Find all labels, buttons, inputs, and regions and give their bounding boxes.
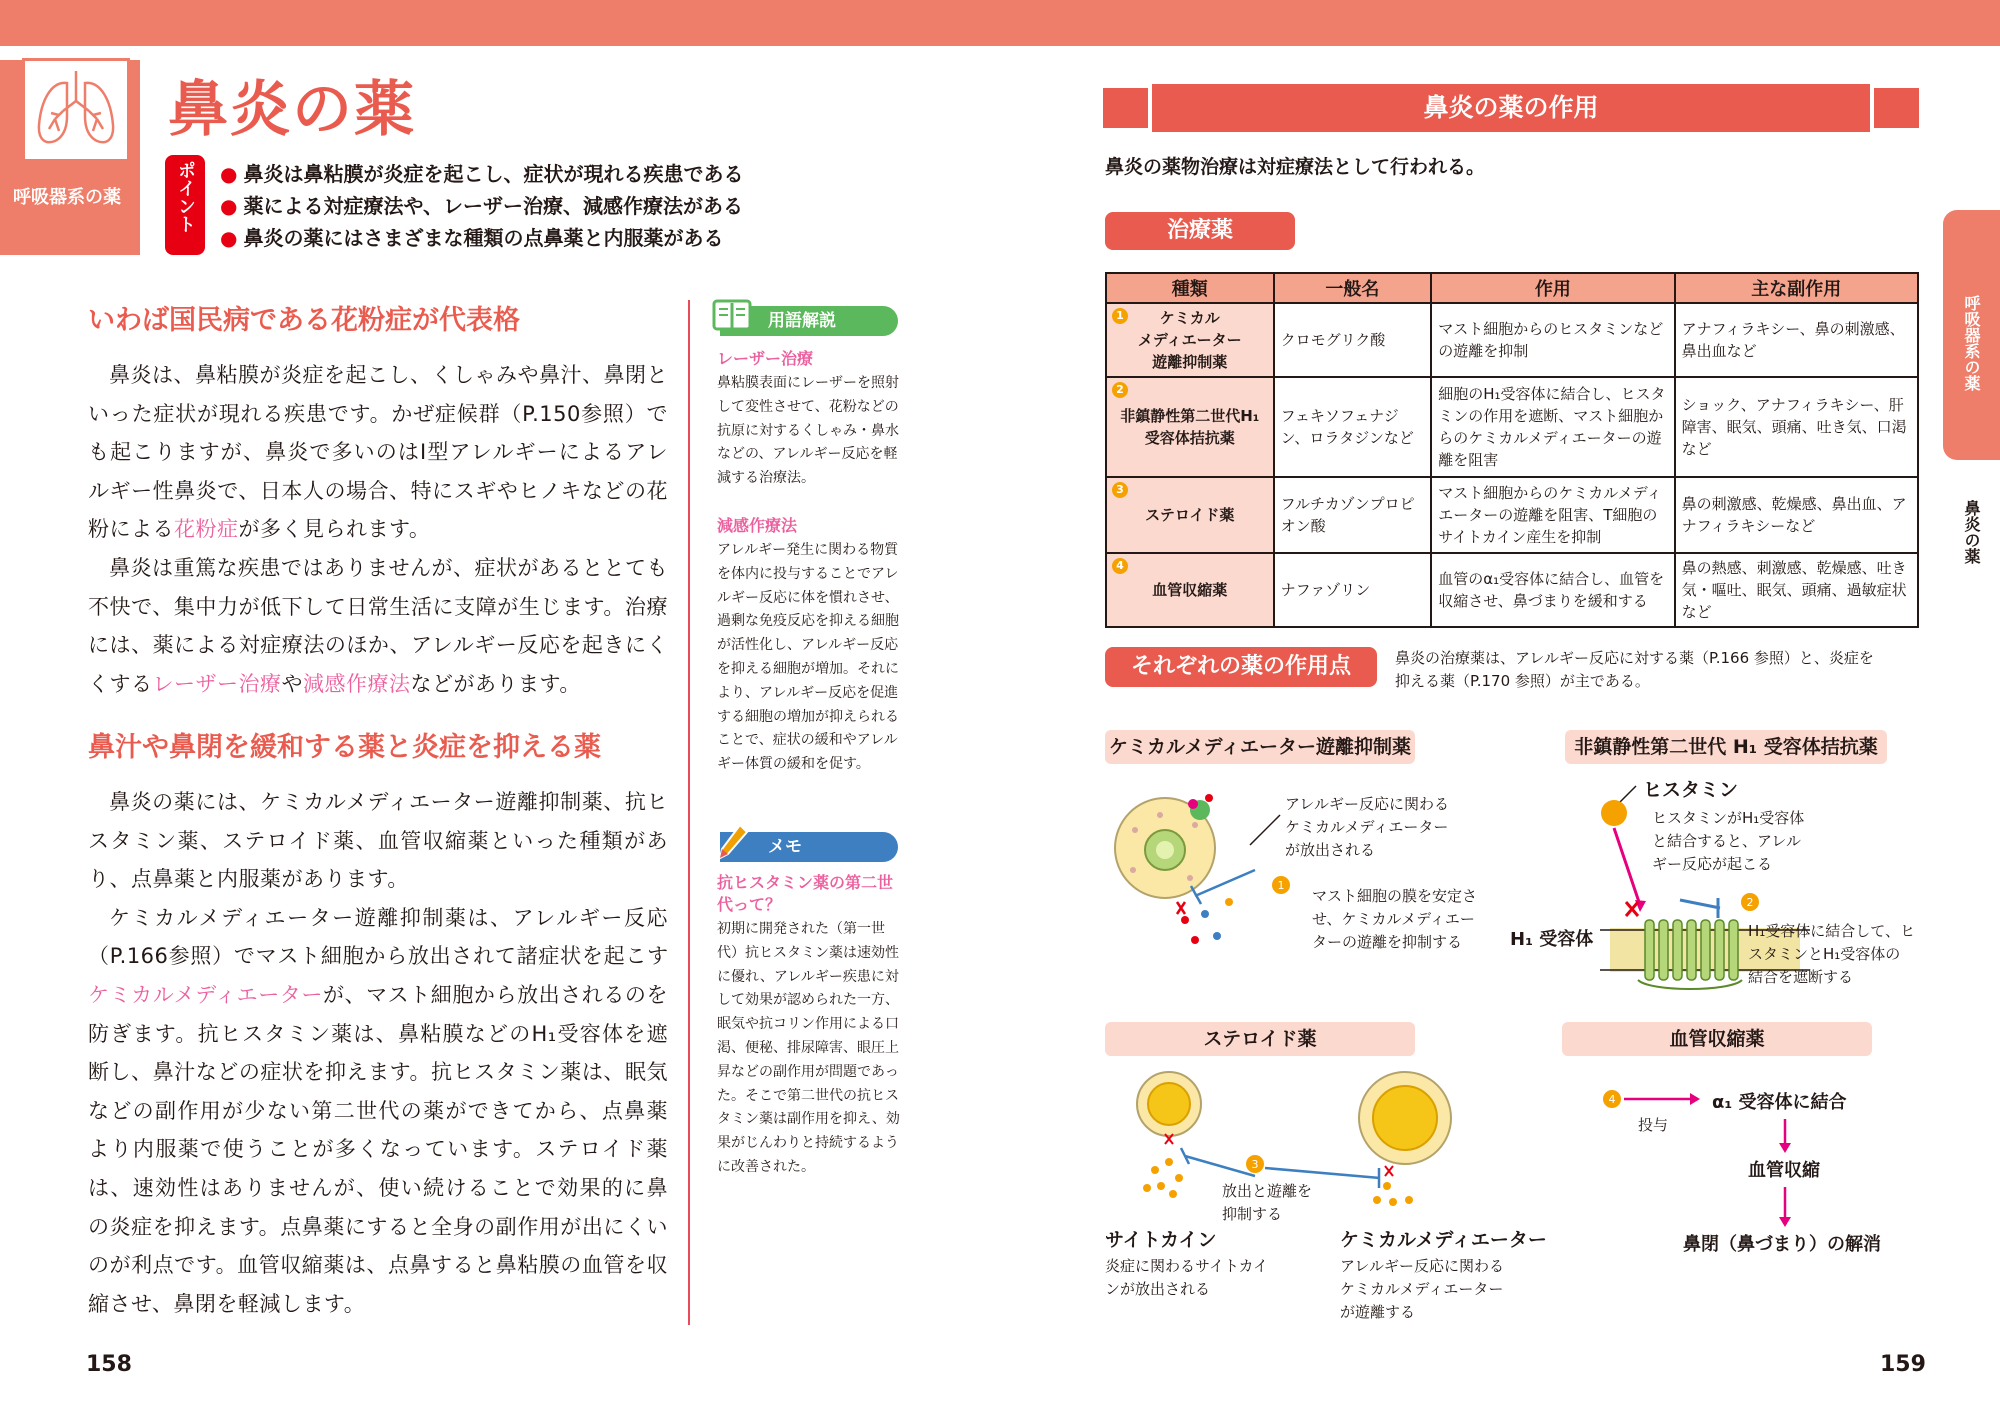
d4-admin: 投与 <box>1638 1116 1669 1134</box>
svg-text:3: 3 <box>1251 1158 1259 1171</box>
body-section-2 <box>88 783 668 1323</box>
diagram2-title: 非鎮静性第二世代 H₁ 受容体拮抗薬 <box>1565 730 1887 764</box>
heading-1: いわば国民病である花粉症が代表格 <box>88 305 520 336</box>
diagram1-title: ケミカルメディエーター遊離抑制薬 <box>1105 730 1415 764</box>
body-section-1 <box>88 356 668 703</box>
table-cell: フルチカゾンプロピオン酸 <box>1274 477 1432 553</box>
table-cell: ナファゾリン <box>1274 553 1432 627</box>
d3-right-title: ケミカルメディエーター <box>1340 1229 1547 1251</box>
table-header-row <box>1106 273 1918 303</box>
treatment-label: 治療薬 <box>1105 212 1295 250</box>
table-cell: マスト細胞からのヒスタミンなどの遊離を抑制 <box>1431 303 1674 377</box>
page-number-left: 158 <box>86 1352 132 1377</box>
intro-text: 鼻炎の薬物治療は対症療法として行われる。 <box>1105 156 1486 178</box>
point-line-3: ● 鼻炎の薬にはさまざまな種類の点鼻薬と内服薬がある <box>220 226 724 250</box>
d2-note-1: ヒスタミンがH₁受容体 と結合すると、アレル ギー反応が起こる <box>1652 809 1805 873</box>
table-cell-kind: 1 ケミカル メディエーター 遊離抑制薬 <box>1106 303 1274 377</box>
chapter-side-label: 鼻炎の薬 <box>1962 500 1981 564</box>
book-icon <box>712 298 752 336</box>
table-cell-kind: 3 ステロイド薬 <box>1106 477 1274 553</box>
page-number-right: 159 <box>1880 1352 1926 1377</box>
table-row <box>1106 553 1918 627</box>
category-label: 呼吸器系の薬 <box>13 187 121 208</box>
d3-center-note: 放出と遊離を 抑制する <box>1222 1182 1313 1223</box>
glossary-tag: 用語解説 <box>720 306 898 336</box>
table-header: 一般名 <box>1274 273 1432 303</box>
diagram4-title: 血管収縮薬 <box>1562 1022 1872 1056</box>
d4-step-2: 血管収縮 <box>1748 1160 1820 1181</box>
chapter-tab-label: 呼吸器系の薬 <box>1962 295 1981 391</box>
svg-text:1: 1 <box>1277 879 1285 892</box>
table-header: 種類 <box>1106 273 1274 303</box>
diagram3-title: ステロイド薬 <box>1105 1022 1415 1056</box>
d4-step-1: α₁ 受容体に結合 <box>1712 1092 1847 1113</box>
table-row <box>1106 303 1918 377</box>
table-header: 作用 <box>1431 273 1674 303</box>
svg-text:4: 4 <box>1608 1093 1616 1106</box>
paragraph-3: 鼻炎の薬には、ケミカルメディエーター遊離抑制薬、抗ヒスタミン薬、ステロイド薬、血管収縮薬といった種類があり、点鼻薬と内服薬があります。 <box>88 790 668 892</box>
table-cell-kind: 4 血管収縮薬 <box>1106 553 1274 627</box>
d2-histamine: ヒスタミン <box>1643 779 1739 801</box>
paragraph-1: 鼻炎は、鼻粘膜が炎症を起こし、くしゃみや鼻汁、鼻閉といった症状が現れる疾患です。かぜ症候群（P.150参照）でも起こりますが、鼻炎で多いのはⅠ型アレルギーによるアレルギー性鼻炎で、日本人の場合、特にスギやヒノキなどの花粉による花粉症が多く見られます。 <box>88 363 668 542</box>
table-cell: 血管のα₁受容体に結合し、血管を収縮させ、鼻づまりを緩和する <box>1431 553 1674 627</box>
table-cell: マスト細胞からのケミカルメディエーターの遊離を阻害、T細胞のサイトカイン産生を抑制 <box>1431 477 1674 553</box>
points-text-2: 抑える薬（P.170 参照）が主である。 <box>1395 672 1650 690</box>
points-label: それぞれの薬の作用点 <box>1105 647 1377 687</box>
glossary-text-2: アレルギー発生に関わる物質を体内に投与することでアレルギー反応に体を慣れさせ、過剰な免疫反応を抑える細胞が活性化し、アレルギー反応を抑える細胞が増加。それにより、アレルギー反応を促進する細胞の増加が抑えられることで、症状の緩和やアレルギー体質の緩和を促す。 <box>717 542 899 773</box>
lungs-icon <box>22 58 130 162</box>
table-cell: 鼻の刺激感、乾燥感、鼻出血、アナフィラキシーなど <box>1675 477 1918 553</box>
top-band <box>0 0 2000 46</box>
point-line-2: ● 薬による対症療法や、レーザー治療、減感作療法がある <box>220 194 744 218</box>
memo-tag: メモ <box>720 832 898 862</box>
paragraph-2: 鼻炎は重篤な疾患ではありませんが、症状があるととても不快で、集中力が低下して日常生活に支障が生じます。治療には、薬による対症療法のほか、アレルギー反応を起きにくくするレーザー治療や減感作療法などがあります。 <box>88 555 668 696</box>
table-row <box>1106 377 1918 477</box>
d1-note-2: マスト細胞の膜を安定さ せ、ケミカルメディエー ターの遊離を抑制する <box>1312 887 1478 951</box>
d3-left-title: サイトカイン <box>1105 1229 1217 1251</box>
table-row <box>1106 477 1918 553</box>
memo-title: 抗ヒスタミン薬の第二世代って？ <box>717 873 894 914</box>
glossary-term-2: 減感作療法 <box>717 516 798 535</box>
d3-left-note: 炎症に関わるサイトカイ ンが放出される <box>1105 1257 1269 1298</box>
d4-step-3: 鼻閉（鼻づまり）の解消 <box>1683 1234 1881 1255</box>
table-cell: ショック、アナフィラキシー、肝障害、眠気、頭痛、吐き気、口渇など <box>1675 377 1918 477</box>
d2-receptor-label: H₁ 受容体 <box>1510 929 1594 950</box>
section-title: 鼻炎の薬の作用 <box>1148 84 1874 132</box>
page-title: 鼻炎の薬 <box>168 75 416 145</box>
point-label: ポイント <box>175 161 196 233</box>
drug-table <box>1105 272 1919 628</box>
glossary-term-1: レーザー治療 <box>717 349 814 368</box>
table-cell: クロモグリク酸 <box>1274 303 1432 377</box>
d1-note-1: アレルギー反応に関わる ケミカルメディエーター が放出される <box>1285 795 1450 859</box>
memo-text: 初期に開発された（第一世代）抗ヒスタミン薬は速効性に優れ、アレルギー疾患に対して効果が認められた一方、眠気や抗コリン作用による口渇、便秘、排尿障害、眼圧上昇などの副作用が問題であった。そこで第二世代の抗ヒスタミン薬は副作用を抑え、効果がじんわりと持続するように改善された。 <box>717 921 900 1175</box>
point-tab <box>165 155 205 255</box>
d2-note-2: H₁受容体に結合して、ヒ スタミンとH₁受容体の 結合を遮断する <box>1748 922 1915 986</box>
table-header: 主な副作用 <box>1675 273 1918 303</box>
table-cell: フェキソフェナジン、ロラタジンなど <box>1274 377 1432 477</box>
point-line-1: ● 鼻炎は鼻粘膜が炎症を起こし、症状が現れる疾患である <box>220 162 744 186</box>
points-text-1: 鼻炎の治療薬は、アレルギー反応に対する薬（P.166 参照）と、炎症を <box>1395 649 1874 667</box>
glossary-text-1: 鼻粘膜表面にレーザーを照射して変性させて、花粉などの抗原に対するくしゃみ・鼻水などの、アレルギー反応を軽減する治療法。 <box>717 375 899 487</box>
sidebar-rule <box>688 300 690 1325</box>
paragraph-4: ケミカルメディエーター遊離抑制薬は、アレルギー反応（P.166参照）でマスト細胞から放出されて諸症状を起こすケミカルメディエーターが、マスト細胞から放出されるのを防ぎます。抗ヒスタミン薬は、鼻粘膜などのH₁受容体を遮断し、鼻汁などの症状を抑えます。抗ヒスタミン薬は、眠気などの副作用が少ない第二世代の薬ができてから、点鼻薬より内服薬で使うことが多くなっています。ステロイド薬は、速効性はありませんが、使い続けることで効果的に鼻の炎症を抑えます。点鼻薬にすると全身の副作用が出にくいのが利点です。血管収縮薬は、点鼻すると鼻粘膜の血管を収縮させ、鼻閉を軽減します。 <box>88 905 668 1316</box>
table-cell: 鼻の熱感、刺激感、乾燥感、吐き気・嘔吐、眠気、頭痛、過敏症状など <box>1675 553 1918 627</box>
table-cell: アナフィラキシー、鼻の刺激感、鼻出血など <box>1675 303 1918 377</box>
d3-right-note: アレルギー反応に関わる ケミカルメディエーター が遊離する <box>1340 1257 1505 1321</box>
pencil-icon <box>716 822 750 866</box>
table-cell-kind: 2 非鎮静性第二世代H₁ 受容体拮抗薬 <box>1106 377 1274 477</box>
heading-2: 鼻汁や鼻閉を緩和する薬と炎症を抑える薬 <box>88 732 601 763</box>
svg-text:2: 2 <box>1746 896 1754 909</box>
steroid-diagram <box>1105 1070 1545 1230</box>
table-cell: 細胞のH₁受容体に結合し、ヒスタミンの作用を遮断、マスト細胞からのケミカルメディエーターの遊離を阻害 <box>1431 377 1674 477</box>
